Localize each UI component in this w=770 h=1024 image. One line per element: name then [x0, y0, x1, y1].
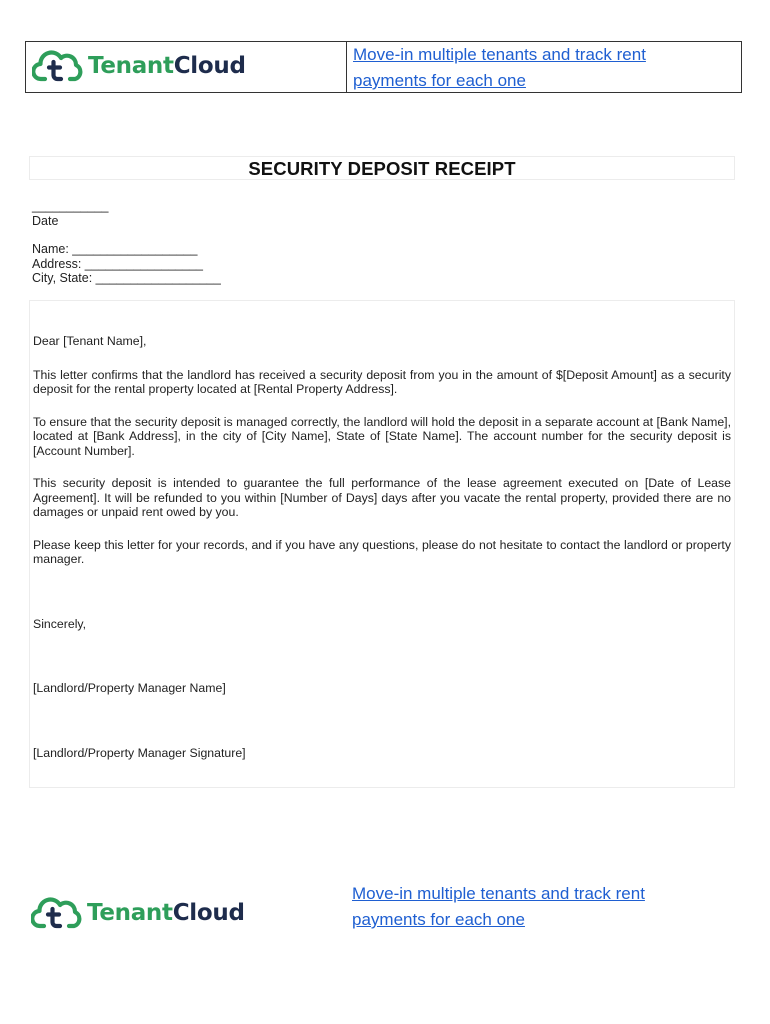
header-promo-link-line1[interactable]: Move-in multiple tenants and track rent — [353, 45, 646, 64]
header-logo-cell — [26, 42, 347, 92]
footer-promo-link-line2[interactable]: payments for each one — [352, 910, 525, 929]
date-label: Date — [32, 213, 59, 228]
paragraph-4: Please keep this letter for your records, and if you have any questions, please do not hesitate to contact the landlord or property manager. — [33, 537, 731, 566]
paragraph-2: To ensure that the security deposit is managed correctly, the landlord will hold the deposit in a separate account at [Bank Name], located at [Bank Address], in the city of [City Name], State of [State Name]. The account number for the security deposit is [Account Number]. — [33, 414, 731, 458]
header-banner — [25, 41, 742, 93]
brand-name — [88, 53, 246, 79]
city-state-field: City, State: __________________ — [32, 271, 221, 285]
footer-brand-name-part1: Tenant — [87, 900, 173, 926]
header-promo-link-line2[interactable]: payments for each one — [353, 71, 526, 90]
footer-tenantcloud-logo — [31, 896, 245, 930]
header-link-cell — [347, 42, 741, 92]
closing: Sincerely, — [33, 616, 87, 631]
tenantcloud-logo — [32, 49, 246, 83]
footer-promo-link-line1[interactable]: Move-in multiple tenants and track rent — [352, 884, 645, 903]
footer-promo — [352, 881, 712, 933]
address-field: Address: _________________ — [32, 256, 203, 271]
name-field: Name: __________________ — [32, 242, 198, 256]
brand-name-part1: Tenant — [88, 53, 174, 79]
document-title: SECURITY DEPOSIT RECEIPT — [248, 158, 516, 179]
letter-body — [29, 300, 735, 788]
salutation: Dear [Tenant Name], — [33, 334, 147, 348]
recipient-fields — [32, 199, 221, 286]
manager-name: [Landlord/Property Manager Name] — [33, 681, 226, 695]
brand-name-part2: Cloud — [173, 53, 246, 79]
footer-tenantcloud-cloud-icon — [31, 896, 83, 930]
paragraph-1: This letter confirms that the landlord has received a security deposit from you in the amount of $[Deposit Amount] as a security deposit for the rental property located at [Rental Property Address]. — [33, 367, 731, 396]
date-blank: ___________ — [32, 199, 109, 213]
footer-brand-name — [87, 900, 245, 926]
footer-brand-name-part2: Cloud — [172, 900, 245, 926]
paragraph-3: This security deposit is intended to guarantee the full performance of the lease agreement executed on [Date of Lease Agreement]. It will be refunded to you within [Number of Days] days after you vacate the rental property, provided there are no damages or unpaid rent owed by you. — [33, 476, 731, 519]
title-bar — [29, 156, 735, 180]
tenantcloud-cloud-icon — [32, 49, 84, 83]
manager-signature: [Landlord/Property Manager Signature] — [33, 745, 246, 760]
